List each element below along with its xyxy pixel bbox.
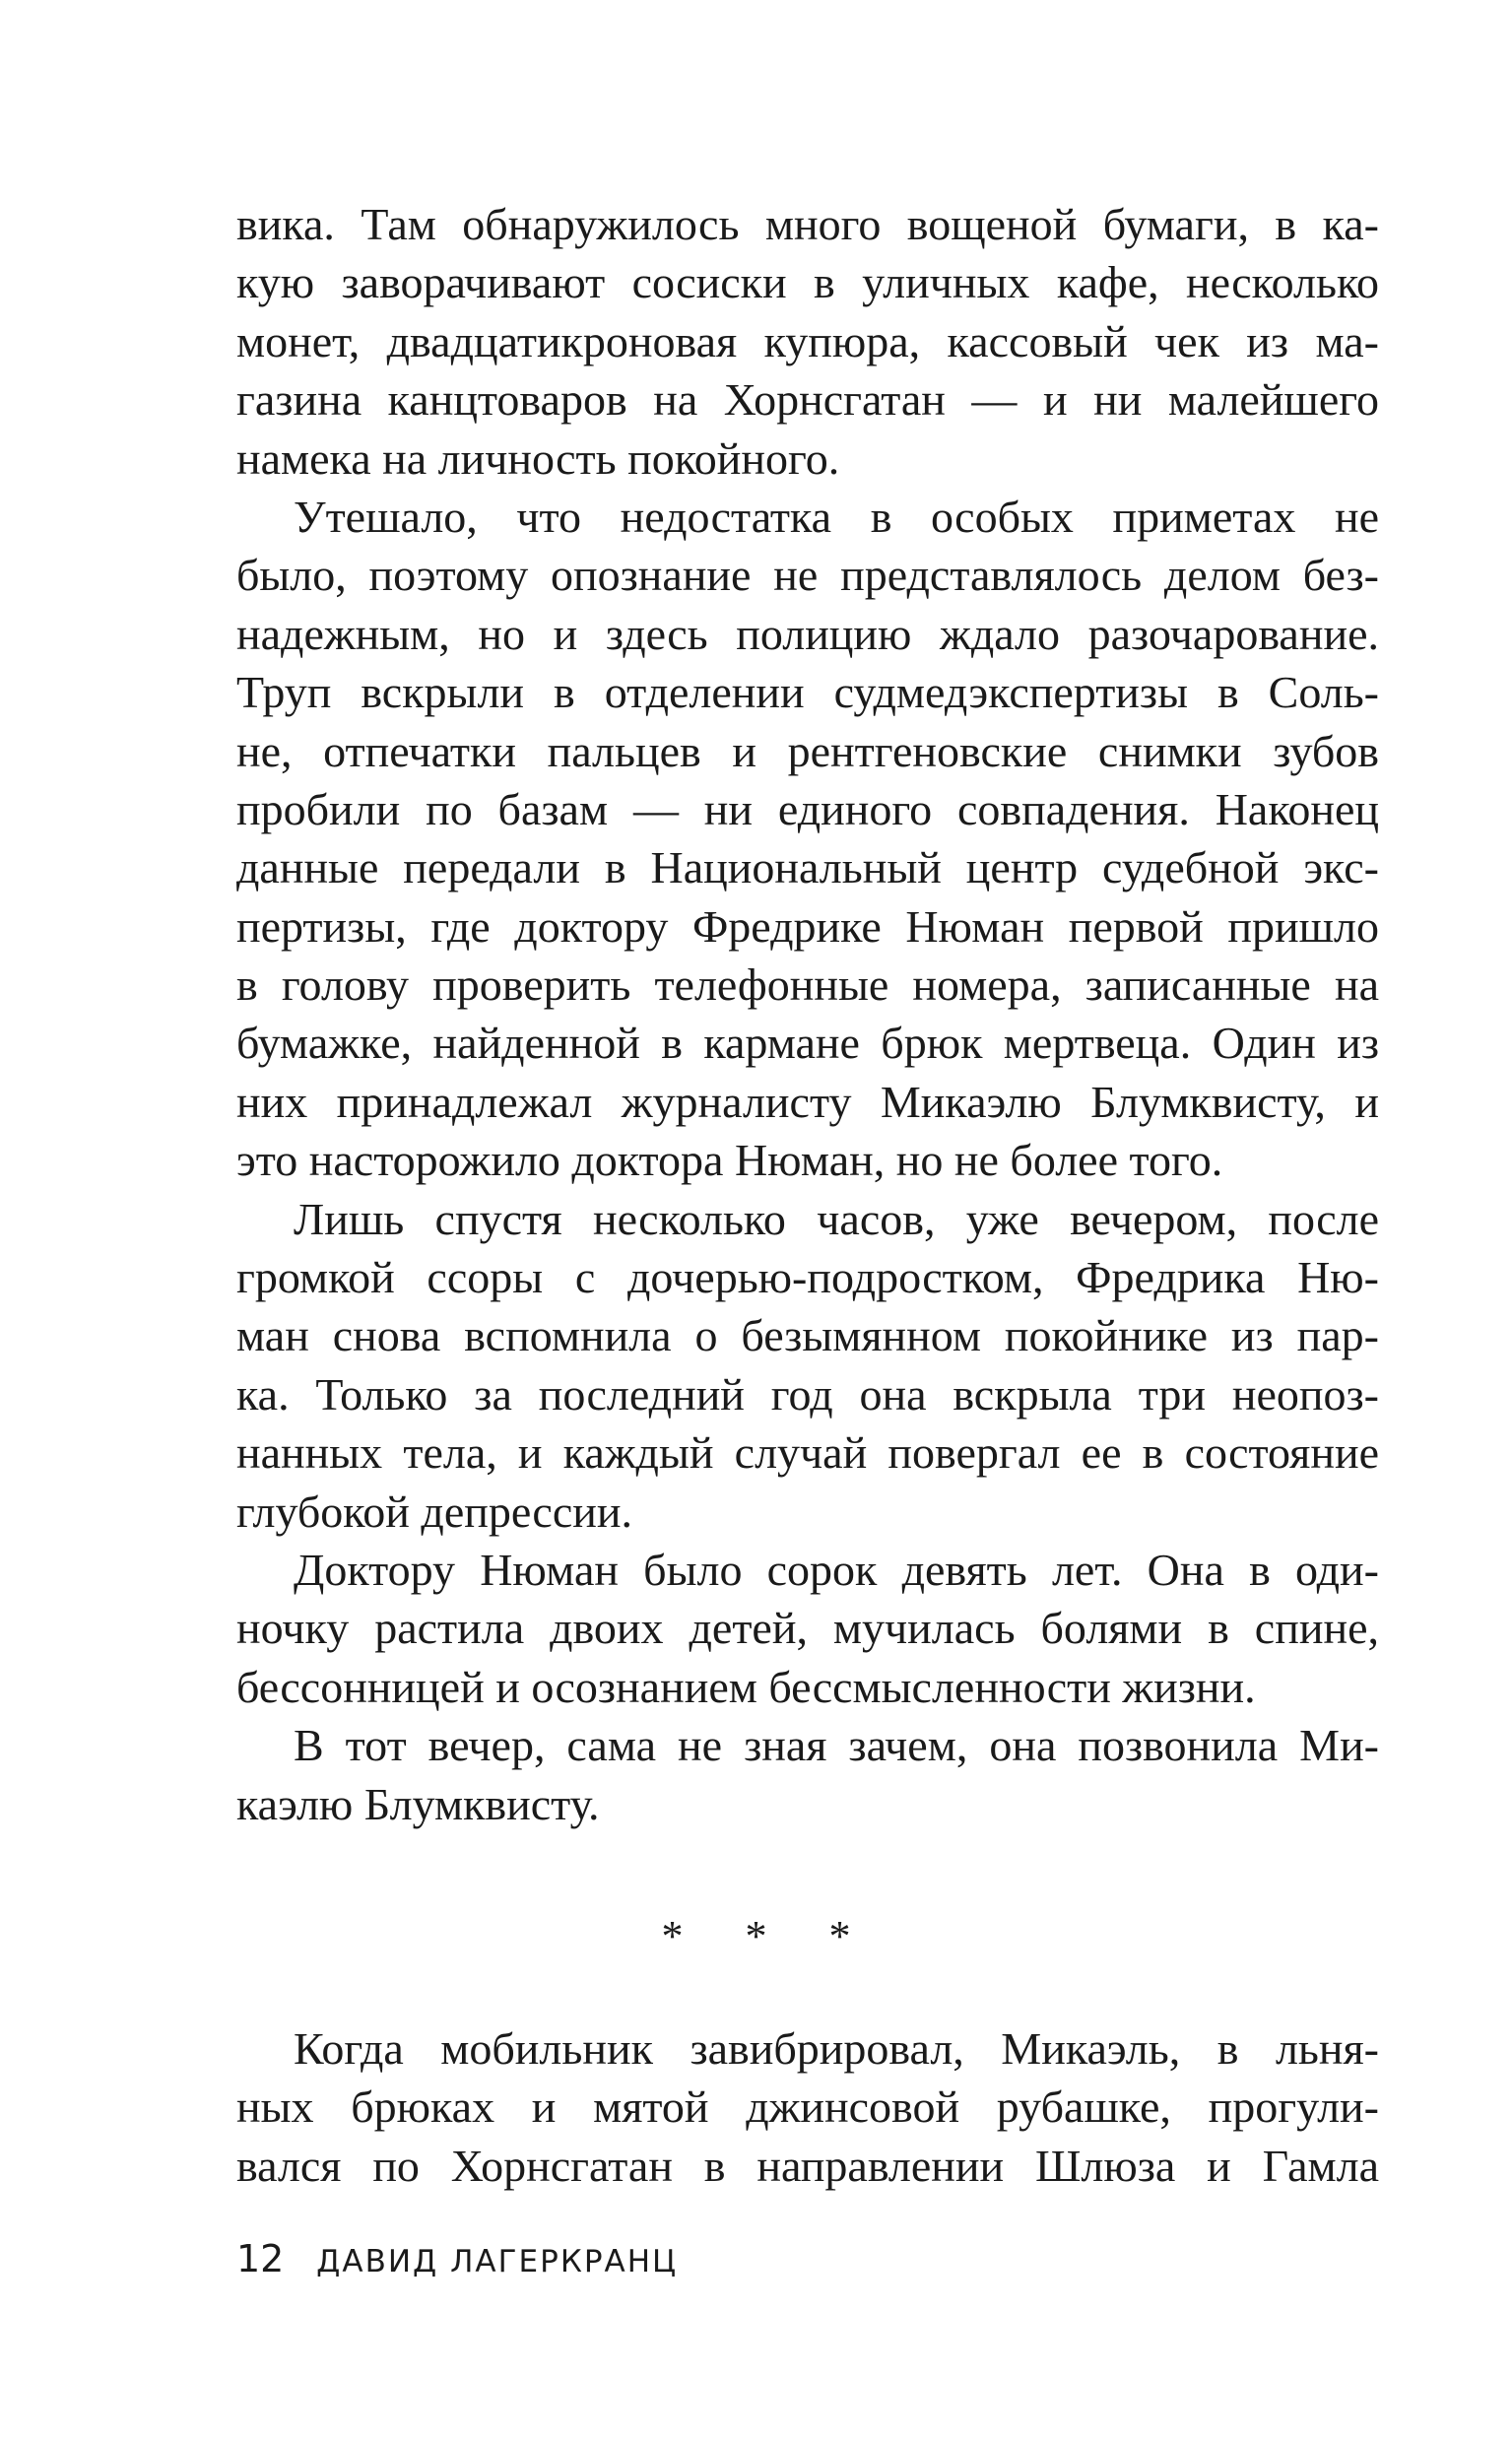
paragraph [236,195,1379,488]
text-line: монет, двадцатикроновая купюра, кассовый чек из ма- [236,315,1379,366]
paragraph [236,2019,1379,2195]
text-line: не, отпечатки пальцев и рентгеновские снимки зубов [236,725,1379,776]
text-line: Лишь спустя несколько часов, уже вечером, после [294,1193,1379,1244]
text-line: глубокой депрессии. [236,1486,632,1537]
text-line: надежным, но и здесь полицию ждало разочарование. [236,608,1379,659]
text-line: бессонницей и осознанием бессмысленности жизни. [236,1661,1256,1712]
text-line: ных брюках и мятой джинсовой рубашке, прогули- [236,2081,1379,2133]
paragraph [236,488,1379,1190]
text-line: вался по Хорнсгатан в направлении Шлюза и Гамла [236,2140,1379,2191]
text-line: было, поэтому опознание не представлялось делом без- [236,550,1379,601]
page-number: 12 [236,2237,285,2280]
paragraph [236,1541,1379,1716]
text-line: это насторожило доктора Нюман, но не более того. [236,1135,1223,1186]
text-line: Доктору Нюман было сорок девять лет. Она в оди- [294,1544,1379,1595]
running-footer [236,2234,678,2286]
author-name: ДАВИД ЛАГЕРКРАНЦ [316,2244,679,2279]
text-line: Когда мобильник завибрировал, Микаэль, в льня- [294,2023,1379,2074]
paragraph [236,1716,1379,1833]
text-line: ночку растила двоих детей, мучилась болями в спине, [236,1603,1379,1654]
text-line: данные передали в Национальный центр судебной экс- [236,842,1379,893]
paragraph [236,1190,1379,1541]
text-line: в голову проверить телефонные номера, записанные на [236,959,1379,1011]
page-body [236,195,1379,1833]
text-line: В тот вечер, сама не зная зачем, она позвонила Ми- [294,1720,1379,1771]
text-line: ман снова вспомнила о безымянном покойнике из пар- [236,1310,1379,1361]
text-line: громкой ссоры с дочерью-подростком, Фредрика Ню- [236,1252,1379,1303]
text-line: пробили по базам — ни единого совпадения. Наконец [236,783,1379,834]
section-separator: * * * [661,1912,877,1960]
text-line: ка. Только за последний год она вскрыла три неопоз- [236,1368,1379,1420]
text-line: кую заворачивают сосиски в уличных кафе, несколько [236,257,1379,308]
text-line: намека на личность покойного. [236,432,840,484]
text-line: вика. Там обнаружилось много вощеной бумаги, в ка- [236,199,1379,249]
text-line: нанных тела, и каждый случай повергал ее в состояние [236,1427,1379,1479]
text-line: них принадлежал журналисту Микаэлю Блумквисту, и [236,1076,1379,1127]
text-line: пертизы, где доктору Фредрике Нюман первой пришло [236,900,1379,952]
text-line: бумажке, найденной в кармане брюк мертвеца. Один из [236,1018,1379,1069]
section-two [236,2019,1379,2195]
text-line: Труп вскрыли в отделении судмедэкспертизы в Соль- [236,667,1379,718]
text-line: Утешало, что недостатка в особых приметах не [294,491,1379,542]
text-line: газина канцтоваров на Хорнсгатан — и ни малейшего [236,374,1379,426]
text-line: каэлю Блумквисту. [236,1778,600,1829]
